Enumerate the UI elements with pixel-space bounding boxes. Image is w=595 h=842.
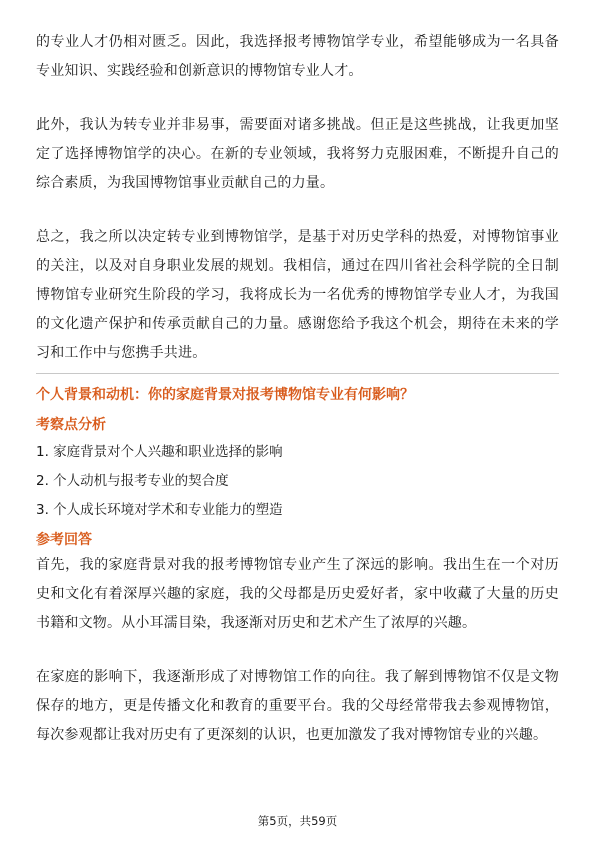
answer-title: 参考回答 bbox=[36, 532, 92, 548]
answer-paragraph-2: 在家庭的影响下，我逐渐形成了对博物馆工作的向往。我了解到博物馆不仅是文物保存的地方，更是传播文化和教育的重要平台。我的父母经常带我去参观博物馆，每次参观都让我对历史有了更深刻的认识，也更加激发了我对博物馆专业的兴趣。 bbox=[36, 669, 559, 743]
section-divider bbox=[36, 373, 559, 374]
intro-paragraph-2: 此外，我认为转专业并非易事，需要面对诸多挑战。但正是这些挑战，让我更加坚定了选择博物馆学的决心。在新的专业领域，我将努力克服困难，不断提升自己的综合素质，为我国博物馆事业贡献自己的力量。 bbox=[36, 117, 559, 191]
document-page bbox=[36, 28, 559, 750]
paragraph-gap bbox=[36, 86, 559, 111]
page-number-footer: 第5页，共59页 bbox=[257, 814, 338, 828]
analysis-point-1: 1. 家庭背景对个人兴趣和职业选择的影响 bbox=[36, 444, 283, 460]
intro-paragraph-1: 的专业人才仍相对匮乏。因此，我选择报考博物馆学专业，希望能够成为一名具备专业知识、实践经验和创新意识的博物馆专业人才。 bbox=[36, 34, 559, 79]
analysis-point-2: 2. 个人动机与报考专业的契合度 bbox=[36, 473, 229, 489]
question-heading: 个人背景和动机：你的家庭背景对报考博物馆专业有何影响？ bbox=[36, 387, 414, 403]
analysis-title: 考察点分析 bbox=[36, 417, 106, 433]
analysis-points bbox=[36, 438, 559, 525]
intro-paragraph-3: 总之，我之所以决定转专业到博物馆学，是基于对历史学科的热爱，对博物馆事业的关注，以及对自身职业发展的规划。我相信，通过在四川省社会科学院的全日制博物馆专业研究生阶段的学习，我将成长为一名优秀的博物馆学专业人才，为我国的文化遗产保护和传承贡献自己的力量。感谢您给予我这个机会，期待在未来的学习和工作中与您携手共进。 bbox=[36, 229, 559, 361]
analysis-point-3: 3. 个人成长环境对学术和专业能力的塑造 bbox=[36, 502, 283, 518]
paragraph-gap bbox=[36, 198, 559, 223]
answer-paragraph-1: 首先，我的家庭背景对我的报考博物馆专业产生了深远的影响。我出生在一个对历史和文化有着深厚兴趣的家庭，我的父母都是历史爱好者，家中收藏了大量的历史书籍和文物。从小耳濡目染，我逐渐对历史和艺术产生了浓厚的兴趣。 bbox=[36, 557, 559, 631]
paragraph-gap bbox=[36, 638, 559, 663]
